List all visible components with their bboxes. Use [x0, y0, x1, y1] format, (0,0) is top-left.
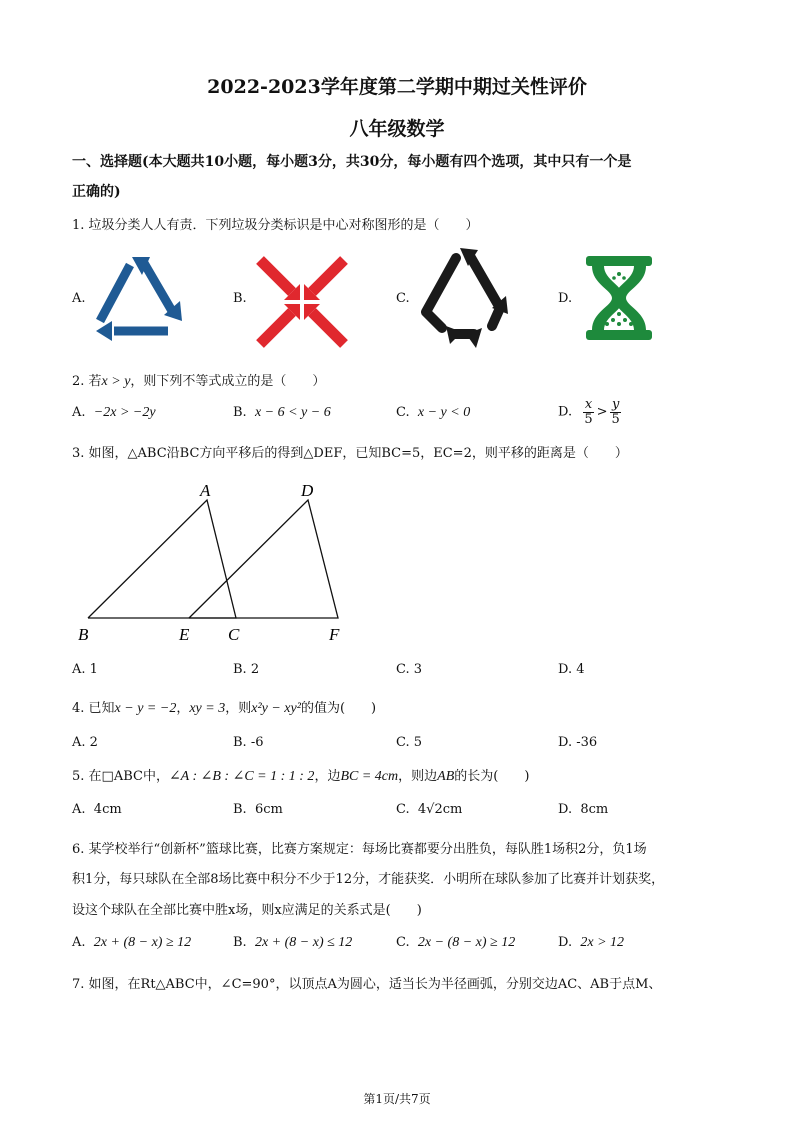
q2-option-d-frac-right [610, 398, 622, 426]
q5-mid2: ，则边 [398, 769, 438, 784]
q2-option-c-expr: x − y < 0 [417, 405, 471, 420]
q2-text-pre: 2. 若 [72, 374, 102, 389]
q5-option-c-label: C. [396, 802, 410, 817]
page-number: 第1页/共7页 [363, 1092, 431, 1106]
hourglass-green-icon [584, 254, 654, 344]
q1-option-b-label: B. [233, 291, 247, 306]
q2-option-b [233, 405, 331, 421]
q2-option-b-label: B. [233, 405, 247, 420]
fraction-denominator: 5 [584, 411, 593, 427]
vertex-label-d: D [301, 481, 314, 500]
vertex-label-e: E [179, 625, 190, 644]
fraction-numerator: y [612, 397, 620, 412]
q4-text-pre: 4. 已知 [72, 701, 115, 716]
q4-option-d: D. -36 [558, 735, 598, 750]
q5-text-pre: 5. 在□ABC中， [72, 769, 169, 784]
q4-mid: ，则 [225, 701, 252, 716]
q2-option-a-expr: −2x > −2y [93, 405, 156, 420]
fraction-denominator: 5 [611, 411, 620, 427]
q6-option-a [72, 935, 191, 951]
q2-option-c-label: C. [396, 405, 410, 420]
q5-option-d-label: D. [558, 802, 573, 817]
q4-text-post: 的值为( ) [300, 701, 377, 716]
q6-option-a-label: A. [72, 935, 86, 950]
q5-option-a [72, 802, 122, 817]
q5-option-b-value: 6cm [254, 802, 283, 817]
q6-option-d-expr: 2x > 12 [580, 935, 625, 950]
recycle-red-x-icon [256, 256, 348, 348]
question-7-text: 7. 如图，在Rt△ABC中，∠C=90°，以顶点A为圆心，适当长为半径画弧，分别交边AC、AB于点M、 [72, 977, 662, 992]
q6-option-c [396, 935, 515, 951]
section-heading-cont: 正确的) [72, 184, 121, 200]
q5-option-a-value: 4cm [93, 802, 122, 817]
question-4-text [72, 697, 376, 717]
q5-ab: AB [437, 769, 455, 784]
recycle-blue-icon [92, 255, 186, 339]
q5-option-b [233, 802, 283, 817]
q2-option-d-frac-left [582, 398, 594, 426]
q2-option-d [558, 398, 624, 426]
q6-option-a-expr: 2x + (8 − x) ≥ 12 [93, 935, 192, 950]
vertex-label-a: A [200, 481, 211, 500]
q6-option-b [233, 935, 352, 951]
page-subtitle: 八年级数学 [349, 118, 445, 140]
q4-eq1: x − y = −2 [114, 701, 177, 716]
q6-option-b-expr: 2x + (8 − x) ≤ 12 [254, 935, 353, 950]
q4-option-b: B. -6 [233, 735, 264, 750]
question-2-text [72, 370, 325, 390]
q3-option-b: B. 2 [233, 662, 260, 677]
q4-sep: ， [176, 701, 190, 716]
q2-option-d-label: D. [558, 404, 573, 420]
section-heading: 一、选择题(本大题共10小题，每小题3分，共30分，每小题有四个选项，其中只有一个是 [72, 154, 632, 170]
q2-condition: x > y [101, 374, 131, 389]
q2-text-post: ，则下列不等式成立的是（ ） [130, 374, 326, 389]
q3-option-c: C. 3 [396, 662, 423, 677]
q5-option-d [558, 802, 608, 817]
q4-expr: x²y − xy² [251, 701, 301, 716]
q2-option-a [72, 405, 156, 421]
q4-option-c: C. 5 [396, 735, 423, 750]
question-6-line-2: 积1分，每只球队在全部8场比赛中积分不少于12分，才能获奖．小明所在球队参加了比赛并计划获奖， [72, 872, 665, 887]
question-1-text: 1. 垃圾分类人人有责．下列垃圾分类标识是中心对称图形的是（ ） [72, 218, 479, 233]
vertex-label-b: B [78, 625, 89, 644]
q6-option-b-label: B. [233, 935, 247, 950]
q2-option-b-expr: x − 6 < y − 6 [254, 405, 331, 420]
q3-option-d: D. 4 [558, 662, 585, 677]
q5-option-a-label: A. [72, 802, 86, 817]
page-title: 2022-2023学年度第二学期中期过关性评价 [207, 76, 587, 98]
q6-option-d [558, 935, 624, 951]
q6-option-c-label: C. [396, 935, 410, 950]
q5-ratio: ∠A : ∠B : ∠C = 1 : 1 : 2 [168, 769, 315, 784]
vertex-label-c: C [228, 625, 240, 644]
q5-bc: BC = 4cm [340, 769, 399, 784]
question-3-text: 3. 如图，△ABC沿BC方向平移后的得到△DEF，已知BC=5，EC=2，则平移的距离是（ ） [72, 446, 628, 461]
question-6-line-1: 6. 某学校举行“创新杯”篮球比赛，比赛方案规定：每场比赛都要分出胜负，每队胜1场积2分，负1场 [72, 842, 647, 857]
q2-option-d-op: > [596, 404, 608, 420]
fraction-numerator: x [584, 397, 593, 412]
translation-triangle-figure [76, 478, 376, 648]
q5-option-c-value: 4√2cm [417, 802, 463, 817]
q2-option-c [396, 405, 470, 421]
q5-text-post: 的长为( ) [454, 769, 530, 784]
q3-option-a: A. 1 [72, 662, 98, 677]
q1-option-c-label: C. [396, 291, 410, 306]
q6-option-d-label: D. [558, 935, 573, 950]
q4-option-a: A. 2 [72, 735, 98, 750]
question-6-line-3: 设这个球队在全部比赛中胜x场，则x应满足的关系式是( ) [72, 903, 422, 918]
q1-option-d-label: D. [558, 291, 573, 306]
question-5-text [72, 765, 529, 785]
q2-option-a-label: A. [72, 405, 86, 420]
q5-mid: ，边 [314, 769, 341, 784]
q5-option-d-value: 8cm [580, 802, 609, 817]
q1-option-a-label: A. [72, 291, 86, 306]
vertex-label-f: F [329, 625, 340, 644]
recycle-black-icon [416, 248, 512, 352]
q6-option-c-expr: 2x − (8 − x) ≥ 12 [417, 935, 516, 950]
q4-eq2: xy = 3 [189, 701, 226, 716]
q5-option-c [396, 802, 462, 817]
q5-option-b-label: B. [233, 802, 247, 817]
